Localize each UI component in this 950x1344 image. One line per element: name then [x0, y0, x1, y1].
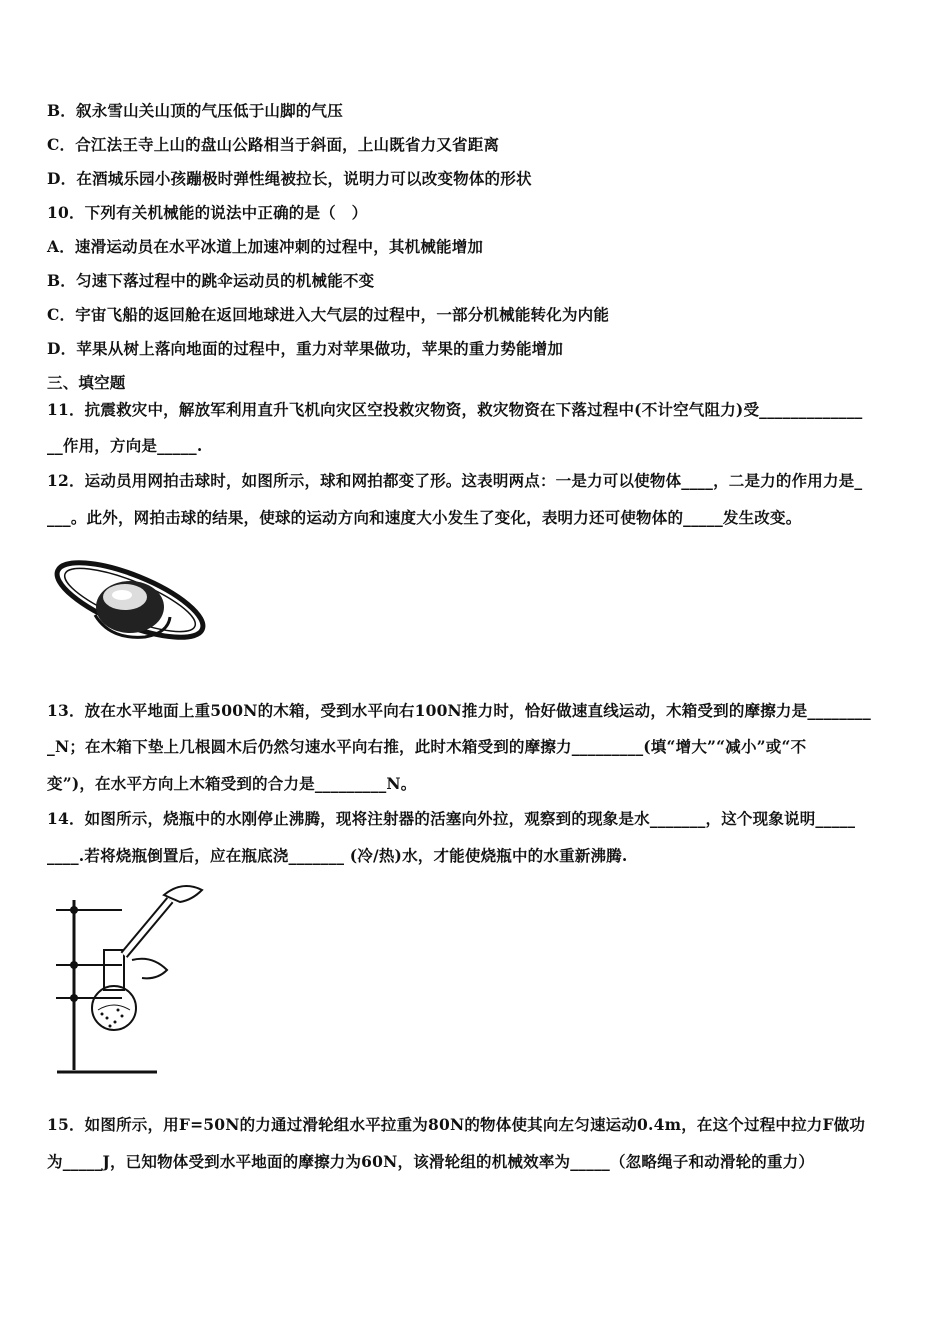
question-13-cont2: 变”)，在水平方向上木箱受到的合力是_________N。 — [47, 774, 417, 793]
question-12-cont: ___。此外，网拍击球的结果，使球的运动方向和速度大小发生了变化，表明力还可使物体的_____发生改变。 — [47, 508, 802, 527]
line-9b: B．叙永雪山关山顶的气压低于山脚的气压 — [47, 101, 343, 120]
question-14: 14．如图所示，烧瓶中的水刚停止沸腾，现将注射器的活塞向外拉，观察到的现象是水_______，这个现象说明_____ — [47, 809, 856, 828]
line-10d: D．苹果从树上落向地面的过程中，重力对苹果做功，苹果的重力势能增加 — [47, 339, 564, 358]
question-12: 12．运动员用网拍击球时，如图所示，球和网拍都变了形。这表明两点：一是力可以使物体____，二是力的作用力是_ — [47, 471, 863, 490]
line-10a: A．速滑运动员在水平冰道上加速冲刺的过程中，其机械能增加 — [47, 237, 484, 256]
racket-ball-figure — [50, 545, 210, 665]
line-10b: B．匀速下落过程中的跳伞运动员的机械能不变 — [47, 271, 375, 290]
line-9c: C．合江法王寺上山的盘山公路相当于斜面，上山既省力又省距离 — [47, 135, 500, 154]
question-11-cont: __作用，方向是_____. — [47, 436, 203, 455]
question-15: 15．如图所示，用F=50N的力通过滑轮组水平拉重为80N的物体使其向左匀速运动0.4m，在这个过程中拉力F做功 — [47, 1115, 866, 1134]
question-13: 13．放在水平地面上重500N的木箱，受到水平向右100N推力时，恰好做速直线运动，木箱受到的摩擦力是________ — [47, 701, 871, 720]
line-10c: C．宇宙飞船的返回舱在返回地球进入大气层的过程中，一部分机械能转化为内能 — [47, 305, 610, 324]
question-15-cont: 为_____J，已知物体受到水平地面的摩擦力为60N，该滑轮组的机械效率为_____（忽略绳子和动滑轮的重力） — [47, 1152, 815, 1171]
question-13-cont1: _N；在木箱下垫上几根圆木后仍然匀速水平向右推，此时木箱受到的摩擦力_________(填“增大”“减小”或“不 — [47, 737, 807, 756]
flask-syringe-figure — [52, 880, 212, 1080]
section-heading: 三、填空题 — [47, 373, 126, 392]
question-14-cont: ____.若将烧瓶倒置后，应在瓶底浇_______ (冷/热)水，才能使烧瓶中的水重新沸腾. — [47, 846, 628, 865]
line-9d: D．在酒城乐园小孩蹦极时弹性绳被拉长，说明力可以改变物体的形状 — [47, 169, 532, 188]
question-10: 10．下列有关机械能的说法中正确的是（ ） — [47, 203, 368, 222]
question-11: 11．抗震救灾中，解放军利用直升飞机向灾区空投救灾物资，救灾物资在下落过程中(不计空气阻力)受_____________ — [47, 400, 863, 419]
